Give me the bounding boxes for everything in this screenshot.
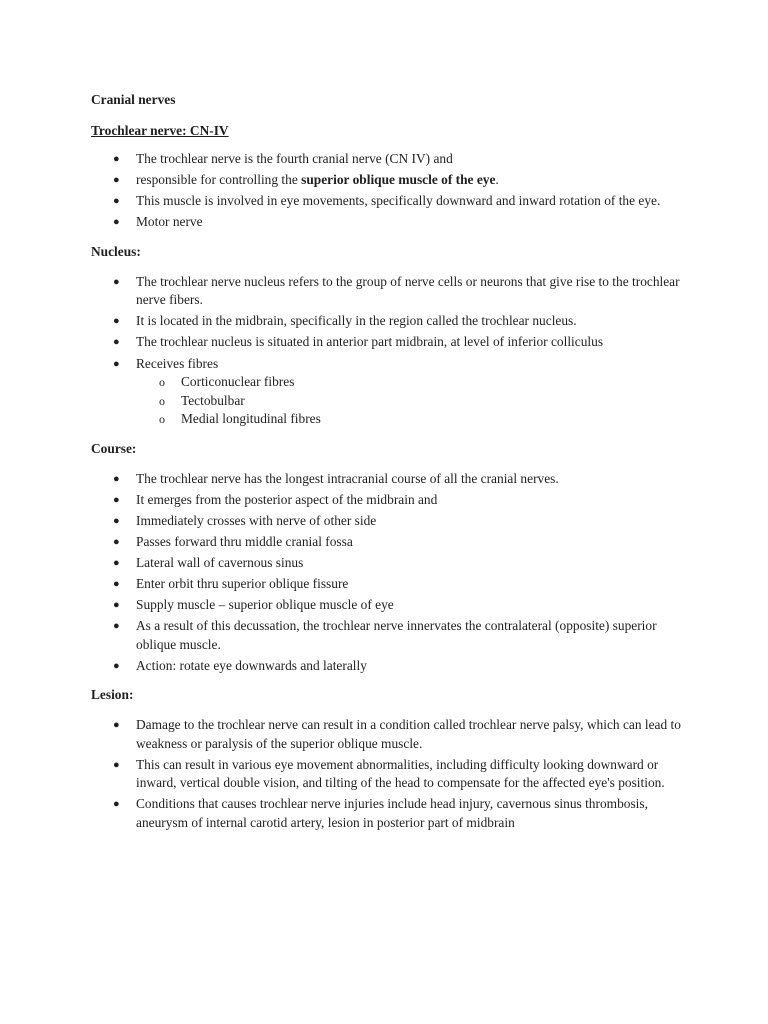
sublist-item: o Corticonuclear fibres	[91, 373, 681, 392]
list-item: ● Motor nerve	[91, 213, 681, 232]
list-item: ● As a result of this decussation, the trochlear nerve innervates the contralateral (opposite) superior oblique muscle.	[113, 618, 657, 652]
section-subtitle: Trochlear nerve: CN-IV	[91, 122, 229, 138]
bullet-icon: ●	[113, 153, 120, 166]
list-item: ● The trochlear nerve has the longest intracranial course of all the cranial nerves.	[91, 470, 681, 489]
intro-list	[91, 150, 681, 232]
circle-bullet-icon: o	[159, 412, 165, 427]
bullet-icon: ●	[113, 216, 120, 229]
bullet-icon: ●	[113, 577, 120, 590]
bullet-icon: ●	[113, 472, 120, 485]
list-item: ● Supply muscle – superior oblique muscle of eye	[91, 596, 681, 615]
course-list	[91, 470, 681, 676]
circle-bullet-icon: o	[159, 393, 165, 408]
list-item: ● The trochlear nerve nucleus refers to the group of nerve cells or neurons that give rise to the trochlear nerve fibers.	[113, 273, 680, 308]
fibres-sublist	[136, 373, 681, 429]
bullet-icon: ●	[113, 535, 120, 548]
list-item: ● The trochlear nerve is the fourth cranial nerve (CN IV) and	[91, 150, 681, 169]
list-item: ● Immediately crosses with nerve of other side	[91, 512, 681, 531]
list-item: ● responsible for controlling the superior oblique muscle of the eye.	[91, 171, 681, 190]
bullet-icon: ●	[113, 659, 120, 672]
sublist-item: o Medial longitudinal fibres	[91, 410, 681, 429]
list-item: ● This muscle is involved in eye movements, specifically downward and inward rotation of the eye.	[91, 192, 681, 211]
bullet-icon: ●	[113, 357, 120, 370]
list-item: ● The trochlear nucleus is situated in anterior part midbrain, at level of inferior colliculus	[91, 333, 681, 352]
list-item: ● Enter orbit thru superior oblique fissure	[91, 575, 681, 594]
list-item: ● Lateral wall of cavernous sinus	[91, 554, 681, 573]
sublist-item: o Tectobulbar	[91, 392, 681, 411]
bullet-icon: ●	[113, 620, 120, 633]
list-item: ● Receives fibres o Corticonuclear fibres o Tectobulbar o Medial longitudinal fibres	[91, 355, 681, 429]
list-item: ● Damage to the trochlear nerve can result in a condition called trochlear nerve palsy, which can lead to weakness or paralysis of the superior oblique muscle.	[113, 717, 681, 751]
bullet-icon: ●	[113, 798, 120, 811]
bullet-icon: ●	[113, 174, 120, 187]
bullet-icon: ●	[113, 599, 120, 612]
list-item: ● Passes forward thru middle cranial fossa	[91, 533, 681, 552]
circle-bullet-icon: o	[159, 375, 165, 390]
emphasis-text: superior oblique muscle of the eye	[301, 172, 496, 188]
list-item: ● This can result in various eye movement abnormalities, including difficulty looking downward or inward, vertical double vision, and tilting of the head to compensate for the affected eye's position.	[113, 756, 665, 791]
bullet-icon: ●	[113, 315, 120, 328]
bullet-icon: ●	[113, 556, 120, 569]
bullet-icon: ●	[113, 514, 120, 527]
course-heading: Course:	[91, 440, 137, 456]
list-item: ● It is located in the midbrain, specifically in the region called the trochlear nucleus.	[91, 312, 681, 331]
lesion-list	[91, 716, 681, 833]
bullet-icon: ●	[113, 758, 120, 771]
nucleus-list	[91, 273, 681, 429]
page-title: Cranial nerves	[91, 92, 176, 107]
bullet-icon: ●	[113, 195, 120, 208]
bullet-icon: ●	[113, 719, 120, 732]
document-page	[91, 91, 681, 835]
lesion-heading: Lesion:	[91, 687, 134, 703]
list-item: ● It emerges from the posterior aspect of the midbrain and	[91, 491, 681, 510]
bullet-icon: ●	[113, 493, 120, 506]
list-item: ● Conditions that causes trochlear nerve injuries include head injury, cavernous sinus thrombosis, aneurysm of internal carotid artery, lesion in posterior part of midbrain	[113, 796, 648, 830]
list-item: ● Action: rotate eye downwards and laterally	[91, 657, 681, 676]
nucleus-heading: Nucleus:	[91, 244, 141, 260]
bullet-icon: ●	[113, 336, 120, 349]
bullet-icon: ●	[113, 275, 120, 288]
